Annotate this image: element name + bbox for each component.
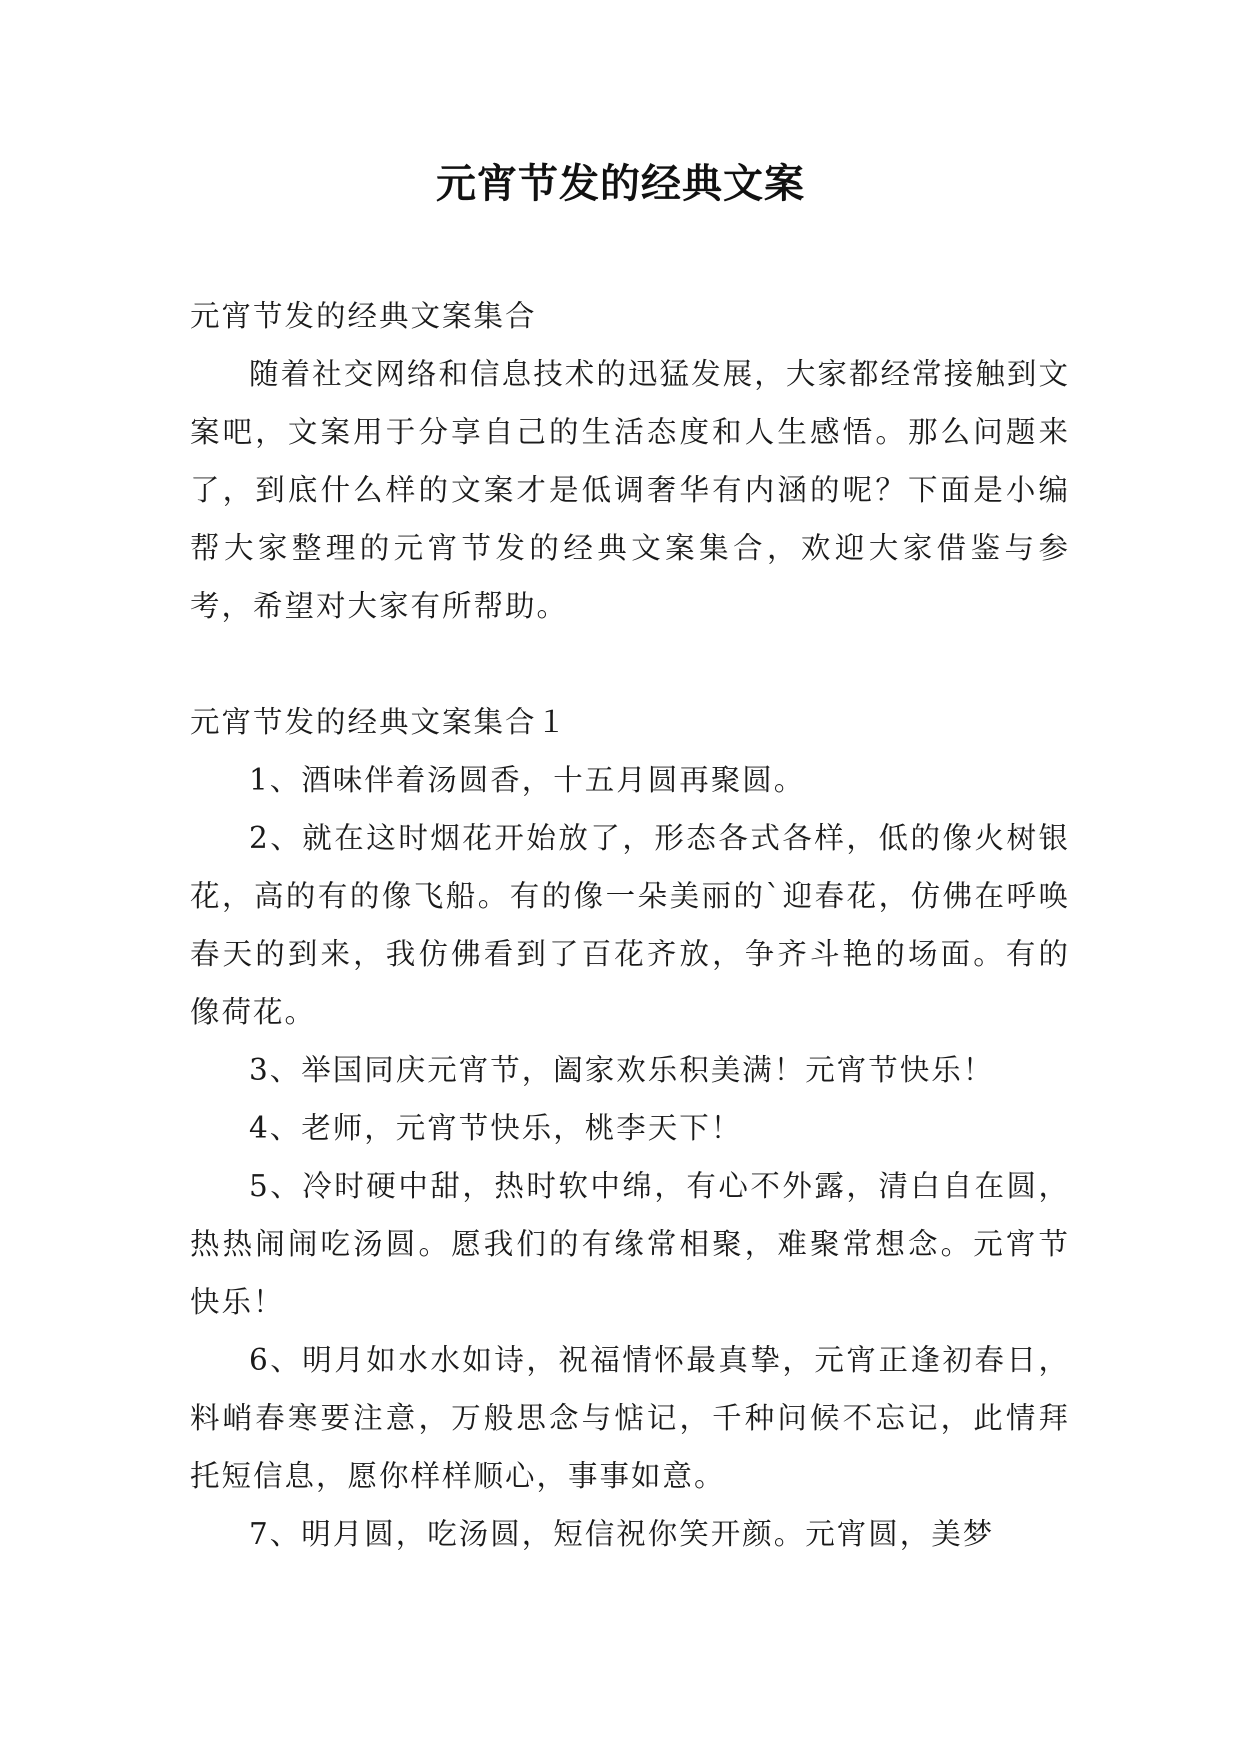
intro-paragraph: 随着社交网络和信息技术的迅猛发展，大家都经常接触到文案吧，文案用于分享自己的生活态度和人生感悟。那么问题来了，到底什么样的文案才是低调奢华有内涵的呢？下面是小编帮大家整理的元宵节发的经典文案集合，欢迎大家借鉴与参考，希望对大家有所帮助。 <box>190 357 1070 623</box>
list-item: 1、酒味伴着汤圆香，十五月圆再聚圆。 <box>249 763 806 797</box>
list-item: 3、举国同庆元宵节，阖家欢乐积美满！元宵节快乐！ <box>249 1053 995 1087</box>
list-item: 5、冷时硬中甜，热时软中绵，有心不外露，清白自在圆，热热闹闹吃汤圆。愿我们的有缘常相聚，难聚常想念。元宵节快乐！ <box>190 1169 1070 1319</box>
list-item: 6、明月如水水如诗，祝福情怀最真挚，元宵正逢初春日，料峭春寒要注意，万般思念与惦记，千种问候不忘记，此情拜托短信息，愿你样样顺心，事事如意。 <box>190 1343 1070 1493</box>
document-body <box>190 287 1070 1563</box>
document-title: 元宵节发的经典文案 <box>436 160 805 207</box>
section-heading: 元宵节发的经典文案集合１ <box>190 705 569 739</box>
list-item: 2、就在这时烟花开始放了，形态各式各样，低的像火树银花，高的有的像飞船。有的像一朵美丽的`迎春花，仿佛在呼唤春天的到来，我仿佛看到了百花齐放，争齐斗艳的场面。有的像荷花。 <box>190 821 1070 1029</box>
list-item: 4、老师，元宵节快乐，桃李天下！ <box>249 1111 743 1145</box>
intro-heading: 元宵节发的经典文案集合 <box>190 299 537 333</box>
list-item: 7、明月圆，吃汤圆，短信祝你笑开颜。元宵圆，美梦 <box>249 1517 995 1551</box>
